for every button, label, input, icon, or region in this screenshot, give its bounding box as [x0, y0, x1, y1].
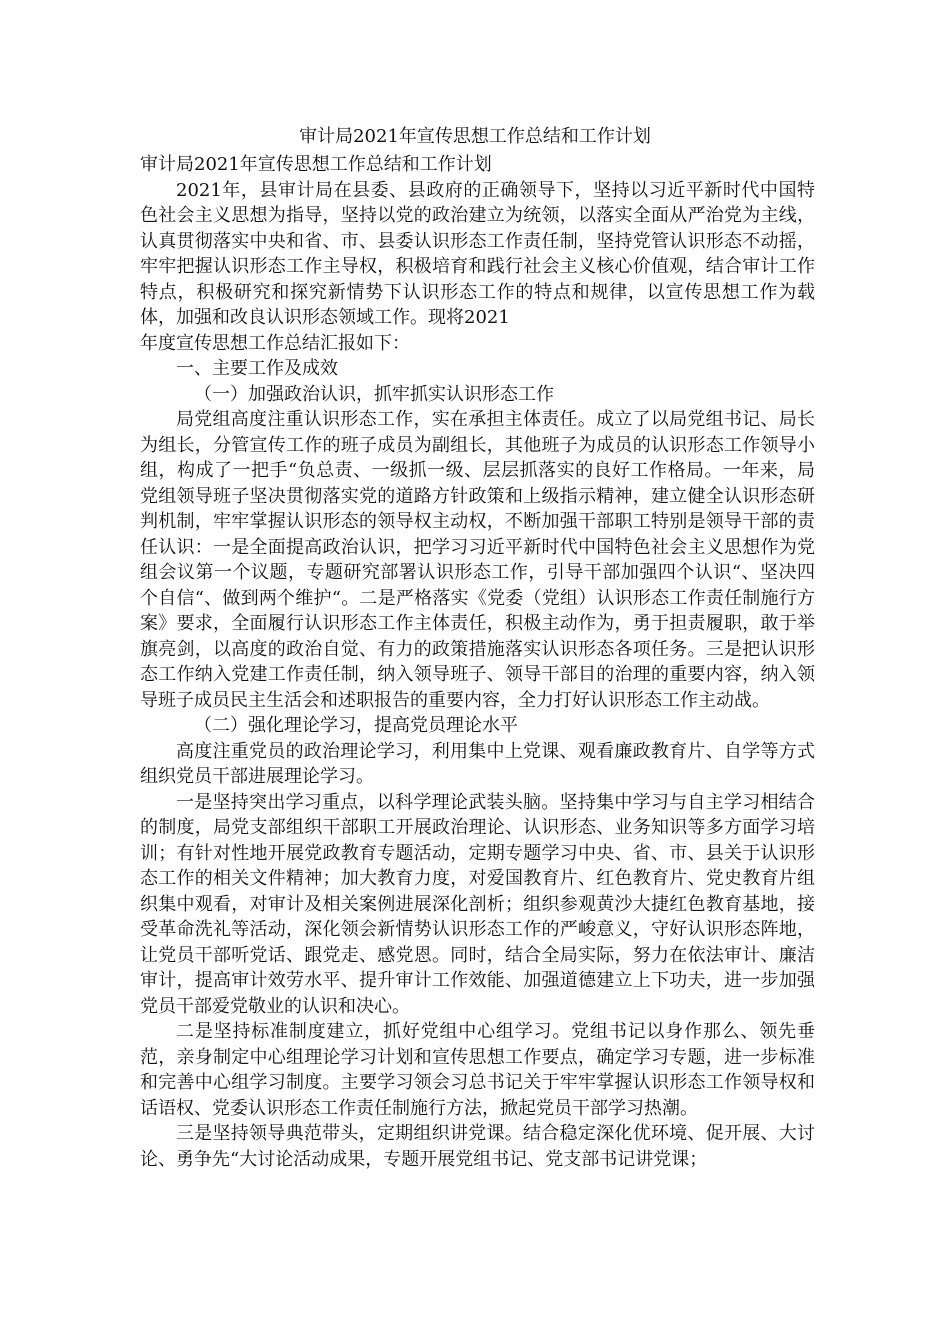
- subsection-heading-1: （一）加强政治认识，抓牢抓实认识形态工作: [194, 383, 554, 405]
- subsection-heading-2: （二）强化理论学习，提高党员理论水平: [194, 715, 518, 736]
- document-subtitle: 审计局2021年宣传思想工作总结和工作计划: [140, 154, 492, 175]
- subsection-1-paragraph: 局党组高度注重认识形态工作，实在承担主体责任。成立了以局党组书记、局长为组长，分管宣传工作的班子成员为副组长，其他班子为成员的认识形态工作领导小组，构成了一把手“负总责、一级抓一级、层层抓落实的良好工作格局。一年来，局党组领导班子坚决贯彻落实党的道路方针政策和上级指示精神，建立健全认识形态研判机制，牢牢掌握认识形态的领导权主动权，不断加强干部职工特别是领导干部的责任认识：一是全面提高政治认识，把学习习近平新时代中国特色社会主义思想作为党组会议第一个议题，专题研究部署认识形态工作，引导干部加强四个认识“、坚决四个自信“、做到两个维护“。二是严格落实《党委（党组）认识形态工作责任制施行方案》要求，全面履行认识形态工作主体责任，积极主动作为，勇于担责履职，敢于举旗亮剑，以高度的政治自觉、有力的政策措施落实认识形态各项任务。三是把认识形态工作纳入党建工作责任制，纳入领导班子、领导干部目的治理的重要内容，纳入领导班子成员民主生活会和述职报告的重要内容，全力打好认识形态工作主动战。: [140, 409, 815, 711]
- document-body: [140, 152, 815, 1172]
- point-2-paragraph: 二是坚持标准制度建立，抓好党组中心组学习。党组书记以身作那么、领先垂范，亲身制定中心组理论学习计划和宣传思想工作要点，确定学习专题，进一步标准和完善中心组学习制度。主要学习领会习总书记关于牢牢掌握认识形态工作领导权和话语权、党委认识形态工作责任制施行方法，掀起党员干部学习热潮。: [140, 1021, 815, 1119]
- point-3-paragraph: 三是坚持领导典范带头，定期组织讲党课。结合稳定深化优环境、促开展、大讨论、勇争先“大讨论活动成果，专题开展党组书记、党支部书记讲党课；: [140, 1123, 815, 1170]
- section-heading-1: 一、主要工作及成效: [176, 358, 338, 379]
- intro-paragraph: 2021年，县审计局在县委、县政府的正确领导下，坚持以习近平新时代中国特色社会主义思想为指导，坚持以党的政治建立为统领，以落实全面从严治党为主线，认真贯彻落实中央和省、市、县委认识形态工作责任制，坚持党管认识形态不动摇，牢牢把握认识形态工作主导权，积极培育和践行社会主义核心价值观，结合审计工作特点，积极研究和探究新情势下认识形态工作的特点和规律，以宣传思想工作为载体，加强和改良认识形态领域工作。现将2021: [140, 179, 815, 328]
- point-1-paragraph: 一是坚持突出学习重点，以科学理论武装头脑。坚持集中学习与自主学习相结合的制度，局党支部组织干部职工开展政治理论、认识形态、业务知识等多方面学习培训；有针对性地开展党政教育专题活动，定期专题学习中央、省、市、县关于认识形态工作的相关文件精神；加大教育力度，对爱国教育片、红色教育片、党史教育片组织集中观看，对审计及相关案例进展深化剖析；组织参观黄沙大捷红色教育基地，接受革命洗礼等活动，深化领会新情势认识形态工作的严峻意义，守好认识形态阵地，让党员干部听党话、跟党走、感党恩。同时，结合全局实际，努力在依法审计、廉洁审计，提高审计效劳水平、提升审计工作效能、加强道德建立上下功夫，进一步加强党员干部爱党敬业的认识和决心。: [140, 791, 815, 1017]
- intro-paragraph-end: 年度宣传思想工作总结汇报如下：: [140, 332, 410, 354]
- document-title: 审计局2021年宣传思想工作总结和工作计划: [299, 126, 651, 147]
- subsection-2-paragraph: 高度注重党员的政治理论学习，利用集中上党课、观看廉政教育片、自学等方式组织党员干部进展理论学习。: [140, 740, 815, 787]
